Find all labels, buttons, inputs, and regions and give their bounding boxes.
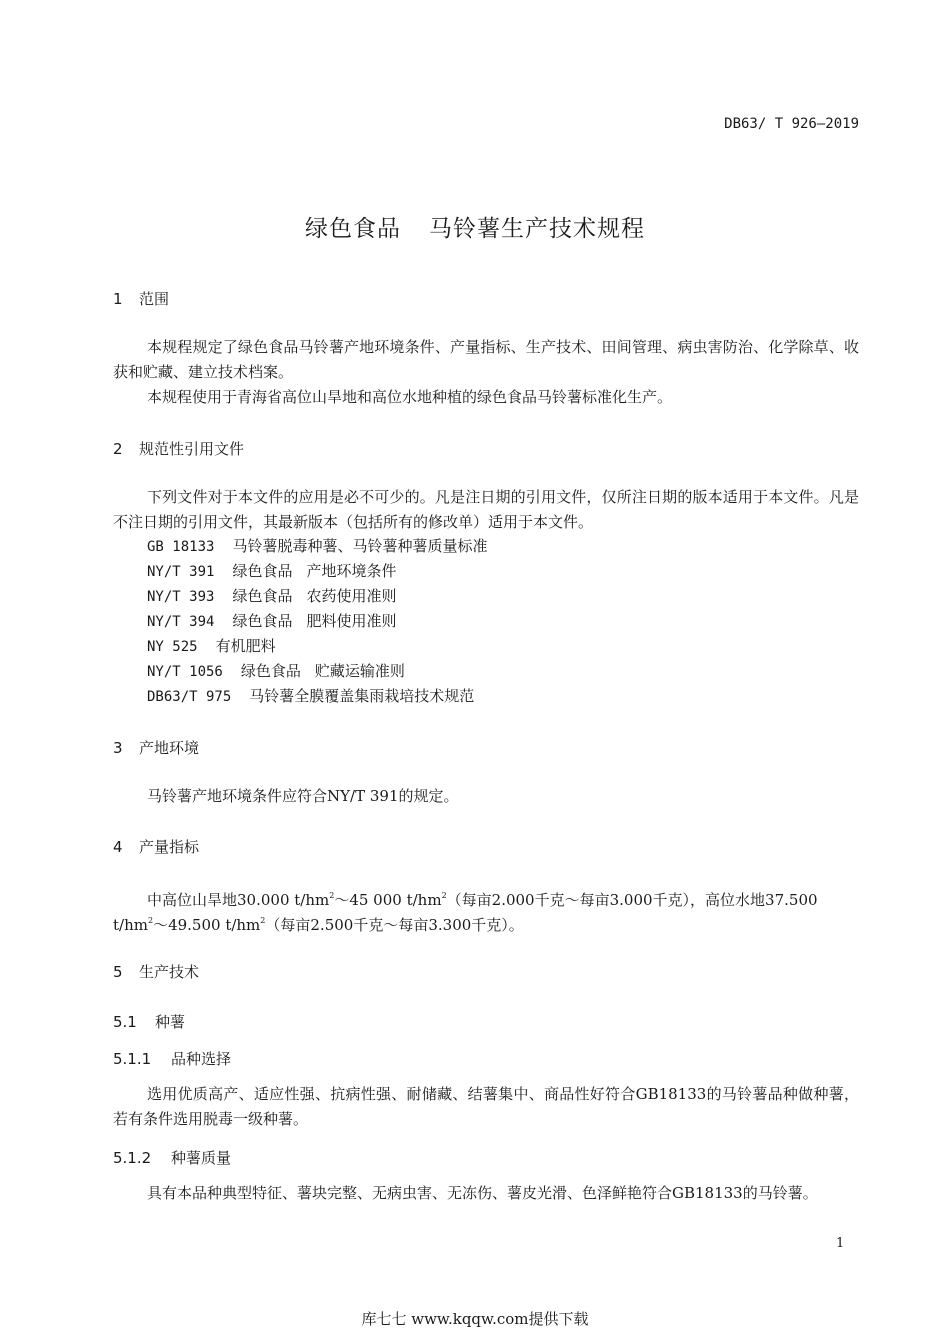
title-part-2: 马铃薯生产技术规程 bbox=[429, 216, 645, 242]
section-1-paragraph-2: 本规程使用于青海省高位山旱地和高位水地种植的绿色食品马铃薯标准化生产。 bbox=[147, 388, 673, 406]
section-4-line-2 bbox=[113, 908, 524, 938]
reference-item bbox=[147, 559, 396, 585]
download-footer: 库七七 www.kqqw.com提供下载 bbox=[361, 1310, 589, 1328]
reference-title: 有机肥料 bbox=[215, 637, 276, 655]
reference-subtitle: 肥料使用准则 bbox=[306, 612, 397, 630]
reference-code: NY 525 bbox=[147, 639, 198, 655]
section-1-paragraph-1: 本规程规定了绿色食品马铃薯产地环境条件、产量指标、生产技术、田间管理、病虫害防治、化学除草、收获和贮藏、建立技术档案。 bbox=[113, 338, 859, 381]
section-2-intro: 下列文件对于本文件的应用是必不可少的。凡是注日期的引用文件，仅所注日期的版本适用于本文件。凡是不注日期的引用文件，其最新版本（包括所有的修改单）适用于本文件。 bbox=[113, 488, 859, 531]
superscript: 2 bbox=[260, 916, 266, 925]
reference-title: 绿色食品 bbox=[232, 587, 293, 605]
yield-text: （每亩2.500千克～每亩3.300千克）。 bbox=[265, 916, 524, 934]
reference-subtitle: 产地环境条件 bbox=[306, 562, 397, 580]
subsection-5-1-2-paragraph: 具有本品种典型特征、薯块完整、无病虫害、无冻伤、薯皮光滑、色泽鲜艳符合GB18133的马铃薯。 bbox=[147, 1184, 818, 1202]
section-title: 产地环境 bbox=[139, 739, 200, 757]
section-number: 1 bbox=[113, 290, 123, 308]
reference-code: GB 18133 bbox=[147, 539, 215, 555]
yield-text: ～45 000 t/hm bbox=[334, 891, 442, 909]
section-number: 4 bbox=[113, 838, 123, 856]
yield-text: t/hm bbox=[113, 916, 148, 934]
reference-title: 绿色食品 bbox=[232, 562, 293, 580]
reference-item bbox=[147, 584, 396, 610]
reference-title: 马铃薯全膜覆盖集雨栽培技术规范 bbox=[249, 687, 475, 705]
yield-text: 中高位山旱地30.000 t/hm bbox=[147, 891, 330, 909]
subsection-5-1-1-heading bbox=[113, 1048, 231, 1069]
section-3-heading bbox=[113, 737, 199, 758]
reference-item bbox=[147, 659, 405, 685]
document-number: DB63/ T 926—2019 bbox=[724, 116, 859, 132]
section-title: 种薯质量 bbox=[171, 1149, 232, 1167]
section-1-heading bbox=[113, 288, 169, 309]
section-title: 产量指标 bbox=[139, 838, 200, 856]
reference-item bbox=[147, 609, 396, 635]
reference-item bbox=[147, 684, 474, 710]
superscript: 2 bbox=[147, 916, 154, 925]
superscript: 2 bbox=[329, 891, 335, 900]
reference-subtitle: 贮藏运输准则 bbox=[314, 662, 405, 680]
subsection-5-1-1-paragraph: 选用优质高产、适应性强、抗病性强、耐储藏、结薯集中、商品性好符合GB18133的马铃薯品种做种薯，若有条件选用脱毒一级种薯。 bbox=[113, 1085, 859, 1128]
section-title: 种薯 bbox=[155, 1013, 186, 1031]
reference-code: NY/T 393 bbox=[147, 589, 215, 605]
reference-title: 绿色食品 bbox=[240, 662, 301, 680]
section-5-heading bbox=[113, 961, 199, 982]
reference-code: NY/T 394 bbox=[147, 614, 215, 630]
yield-text: ～49.500 t/hm bbox=[153, 916, 261, 934]
subsection-5-1-2-heading bbox=[113, 1147, 231, 1168]
section-number: 3 bbox=[113, 739, 123, 757]
reference-title: 马铃薯脱毒种薯、马铃薯种薯质量标准 bbox=[232, 537, 488, 555]
reference-code: DB63/T 975 bbox=[147, 689, 232, 705]
section-3-paragraph: 马铃薯产地环境条件应符合NY/T 391的规定。 bbox=[147, 787, 459, 805]
reference-subtitle: 农药使用准则 bbox=[306, 587, 397, 605]
section-title: 品种选择 bbox=[171, 1050, 232, 1068]
superscript: 2 bbox=[441, 891, 447, 900]
section-title: 生产技术 bbox=[139, 963, 200, 981]
section-title: 规范性引用文件 bbox=[139, 440, 245, 458]
section-2-heading bbox=[113, 438, 244, 459]
reference-title: 绿色食品 bbox=[232, 612, 293, 630]
section-number: 5.1 bbox=[113, 1013, 137, 1031]
yield-text: （每亩2.000千克～每亩3.000千克），高位水地37.500 bbox=[446, 891, 818, 909]
page-number: 1 bbox=[836, 1236, 845, 1251]
reference-item bbox=[147, 634, 276, 660]
section-4-heading bbox=[113, 836, 199, 857]
page-title bbox=[0, 210, 950, 243]
reference-item bbox=[147, 534, 487, 560]
section-number: 2 bbox=[113, 440, 123, 458]
title-part-1: 绿色食品 bbox=[305, 216, 401, 242]
section-number: 5.1.2 bbox=[113, 1149, 152, 1167]
subsection-5-1-heading bbox=[113, 1011, 185, 1032]
section-title: 范围 bbox=[139, 290, 170, 308]
reference-code: NY/T 391 bbox=[147, 564, 215, 580]
reference-code: NY/T 1056 bbox=[147, 664, 223, 680]
section-number: 5.1.1 bbox=[113, 1050, 152, 1068]
section-number: 5 bbox=[113, 963, 123, 981]
